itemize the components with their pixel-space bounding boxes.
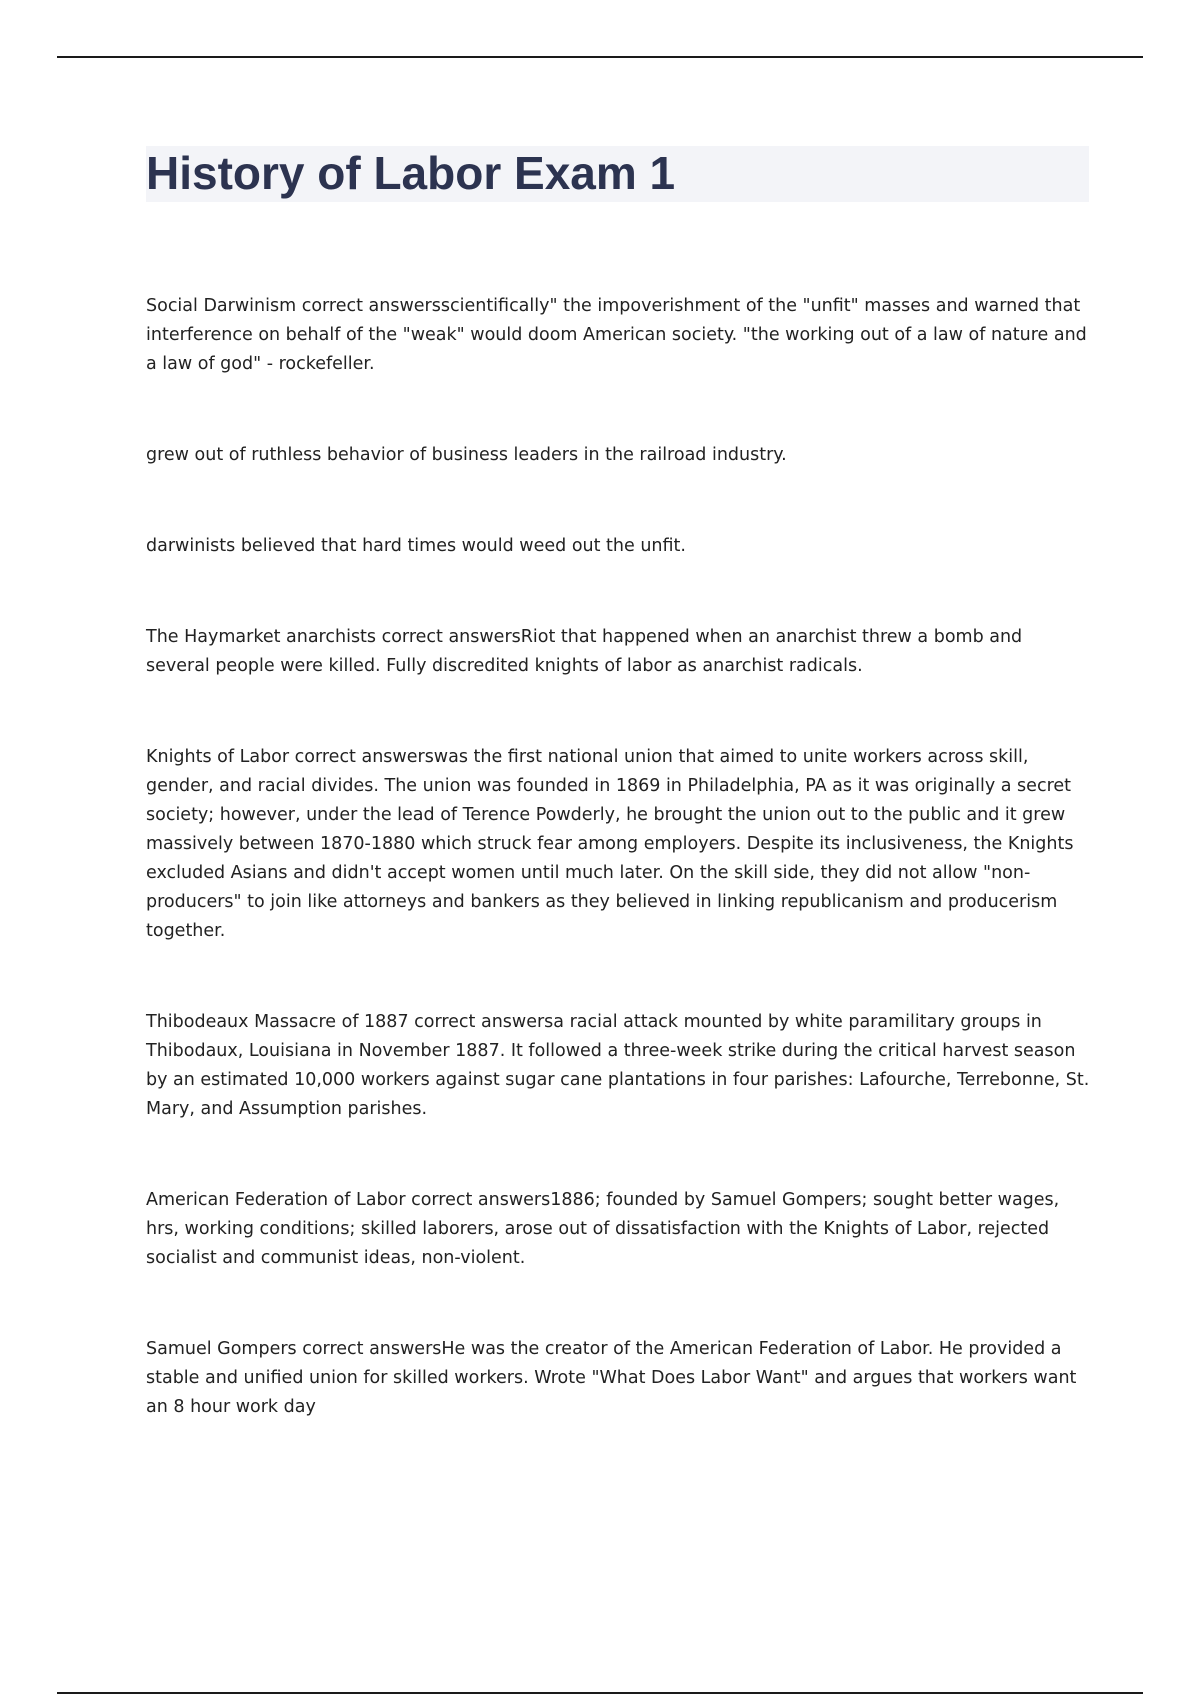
page-title: History of Labor Exam 1 xyxy=(146,147,676,199)
paragraph-afl: American Federation of Labor correct answers1886; founded by Samuel Gompers; sought better wages, hrs, working conditions; skilled laborers, arose out of dissatisfaction with the Knights of Labor, rejected socialist and communist ideas, non-violent. xyxy=(146,1190,1060,1268)
paragraph-samuel-gompers: Samuel Gompers correct answersHe was the creator of the American Federation of Labor. He provided a stable and unified union for skilled workers. Wrote "What Does Labor Want" and argues that workers want an 8 hour work day xyxy=(146,1339,1077,1417)
paragraph-social-darwinism: Social Darwinism correct answersscientifically" the impoverishment of the "unfit" masses and warned that interference on behalf of the "weak" would doom American society. "the working out of a law of nature and a law of god" - rockefeller. xyxy=(146,296,1087,374)
paragraph-darwinists: darwinists believed that hard times would weed out the unfit. xyxy=(146,536,686,556)
paragraph-thibodeaux-massacre: Thibodeaux Massacre of 1887 correct answersa racial attack mounted by white paramilitary groups in Thibodaux, Louisiana in November 1887. It followed a three-week strike during the critical harvest season by an estimated 10,000 workers against sugar cane plantations in four parishes: Lafourche, Terrebonne, St. Mary, and Assumption parishes. xyxy=(146,1012,1090,1119)
top-divider xyxy=(57,56,1143,58)
paragraph-haymarket: The Haymarket anarchists correct answersRiot that happened when an anarchist threw a bomb and several people were killed. Fully discredited knights of labor as anarchist radicals. xyxy=(146,627,1023,676)
paragraph-knights-of-labor: Knights of Labor correct answerswas the first national union that aimed to unite workers across skill, gender, and racial divides. The union was founded in 1869 in Philadelphia, PA as it was originally a secret society; however, under the lead of Terence Powderly, he brought the union out to the public and it grew massively between 1870-1880 which struck fear among employers. Despite its inclusiveness, the Knights excluded Asians and didn't accept women until much later. On the skill side, they did not allow "non-producers" to join like attorneys and bankers as they believed in linking republicanism and producerism together. xyxy=(146,747,1074,941)
document-body xyxy=(146,292,1090,1484)
bottom-divider xyxy=(57,1692,1143,1694)
paragraph-railroad: grew out of ruthless behavior of business leaders in the railroad industry. xyxy=(146,445,787,465)
